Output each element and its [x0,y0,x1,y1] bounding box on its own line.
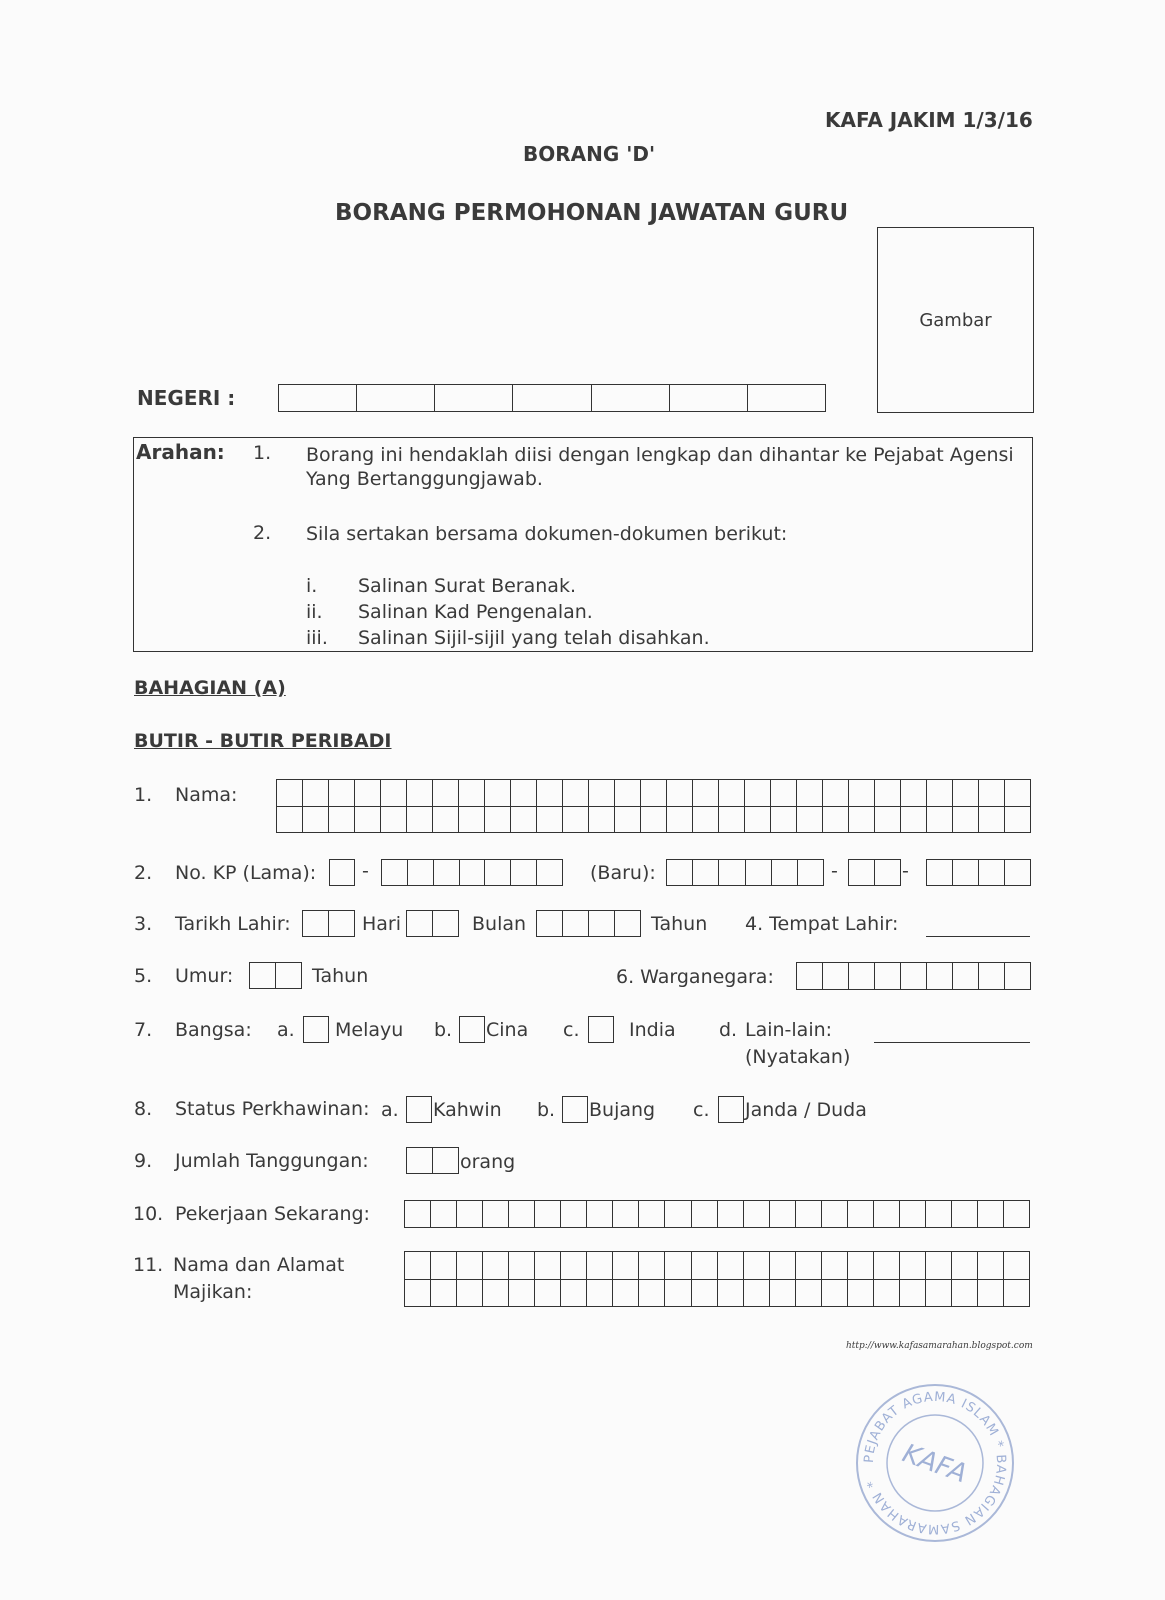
stamp-center: KAFA [898,1438,971,1490]
section-subtitle: BUTIR - BUTIR PERIBADI [134,730,392,752]
hari-input[interactable] [302,910,355,937]
instruction-text: Borang ini hendaklah diisi dengan lengkap dan dihantar ke Pejabat Agensi [306,444,1014,466]
tanggungan-unit: orang [460,1151,516,1173]
kp-lama-input[interactable] [381,859,563,886]
tanggungan-input[interactable] [406,1147,459,1174]
bulan-input[interactable] [406,910,459,937]
instruction-num: 1. [253,442,272,464]
field-num: 7. [134,1019,153,1041]
janda-duda-checkbox[interactable] [718,1096,744,1123]
kp-baru-part2-input[interactable] [848,859,901,886]
majikan-input[interactable] [404,1251,1030,1307]
india-checkbox[interactable] [588,1016,614,1043]
kp-lama-label: No. KP (Lama): [175,862,317,884]
instructions-label: Arahan: [136,440,225,464]
bangsa-label: Bangsa: [175,1019,252,1041]
stamp-text: PEJABAT AGAMA ISLAM * BAHAGIAN SAMARAHAN * [861,1389,1009,1537]
pekerjaan-input[interactable] [404,1200,1030,1228]
lain-lain-input[interactable] [874,1042,1030,1043]
option-letter: c. [563,1019,580,1041]
melayu-checkbox[interactable] [303,1016,329,1043]
warganegara-label: 6. Warganegara: [616,966,774,988]
photo-box [877,227,1034,413]
page-title: BORANG PERMOHONAN JAWATAN GURU [335,200,849,226]
negeri-label: NEGERI : [137,386,236,410]
option-letter: d. [719,1019,738,1041]
cina-checkbox[interactable] [459,1016,485,1043]
tempat-lahir-label: 4. Tempat Lahir: [745,913,899,935]
majikan-label: Nama dan Alamat [173,1254,345,1276]
tanggungan-label: Jumlah Tanggungan: [175,1150,369,1172]
kahwin-label: Kahwin [433,1099,502,1121]
instruction-text: Sila sertakan bersama dokumen-dokumen berikut: [306,523,788,545]
form-label: BORANG 'D' [523,142,656,166]
india-label: India [629,1019,676,1041]
option-letter: a. [381,1099,399,1121]
field-num: 8. [134,1098,153,1120]
field-num: 1. [134,784,153,806]
section-title: BAHAGIAN (A) [134,677,286,699]
kafa-stamp [852,1380,1018,1546]
tahun-input[interactable] [536,910,641,937]
cina-label: Cina [486,1019,529,1041]
option-letter: a. [277,1019,295,1041]
field-num: 9. [134,1150,153,1172]
doc-text: Salinan Kad Pengenalan. [358,601,593,623]
kp-lama-prefix-input[interactable] [329,859,355,886]
field-num: 10. [133,1203,164,1225]
hari-label: Hari [362,913,402,935]
photo-label: Gambar [919,310,992,331]
doc-num: iii. [306,627,328,649]
bujang-label: Bujang [589,1099,656,1121]
doc-text: Salinan Surat Beranak. [358,575,576,597]
negeri-input[interactable] [278,384,826,412]
umur-input[interactable] [249,962,302,989]
kp-baru-part1-input[interactable] [666,859,824,886]
nama-label: Nama: [175,784,238,806]
lain-lain-label: Lain-lain: [745,1019,833,1041]
kahwin-checkbox[interactable] [406,1096,432,1123]
warganegara-input[interactable] [796,962,1031,990]
pekerjaan-label: Pekerjaan Sekarang: [175,1203,370,1225]
tarikh-lahir-label: Tarikh Lahir: [175,913,291,935]
footer-url: http://www.kafasamarahan.blogspot.com [846,1341,1033,1351]
dash: - [902,860,909,882]
nama-input[interactable] [276,779,1031,833]
field-num: 5. [134,965,153,987]
melayu-label: Melayu [335,1019,404,1041]
option-letter: b. [537,1099,556,1121]
status-label: Status Perkhawinan: [175,1098,370,1120]
dash: - [831,860,838,882]
bujang-checkbox[interactable] [562,1096,588,1123]
dash: - [362,860,369,882]
janda-duda-label: Janda / Duda [745,1099,867,1121]
umur-unit: Tahun [312,965,369,987]
majikan-label: Majikan: [173,1281,253,1303]
tempat-lahir-input[interactable] [926,936,1030,937]
form-code: KAFA JAKIM 1/3/16 [825,108,1033,132]
doc-num: ii. [306,601,323,623]
kp-baru-label: (Baru): [590,862,656,884]
nyatakan-label: (Nyatakan) [745,1046,851,1068]
instruction-text: Yang Bertanggungjawab. [306,468,543,490]
umur-label: Umur: [175,965,234,987]
bulan-label: Bulan [472,913,527,935]
option-letter: c. [693,1099,710,1121]
field-num: 3. [134,913,153,935]
doc-num: i. [306,575,318,597]
kp-baru-part3-input[interactable] [926,859,1031,886]
option-letter: b. [434,1019,453,1041]
field-num: 11. [133,1254,164,1276]
instruction-num: 2. [253,522,272,544]
doc-text: Salinan Sijil-sijil yang telah disahkan. [358,627,710,649]
field-num: 2. [134,862,153,884]
tahun-label: Tahun [651,913,708,935]
